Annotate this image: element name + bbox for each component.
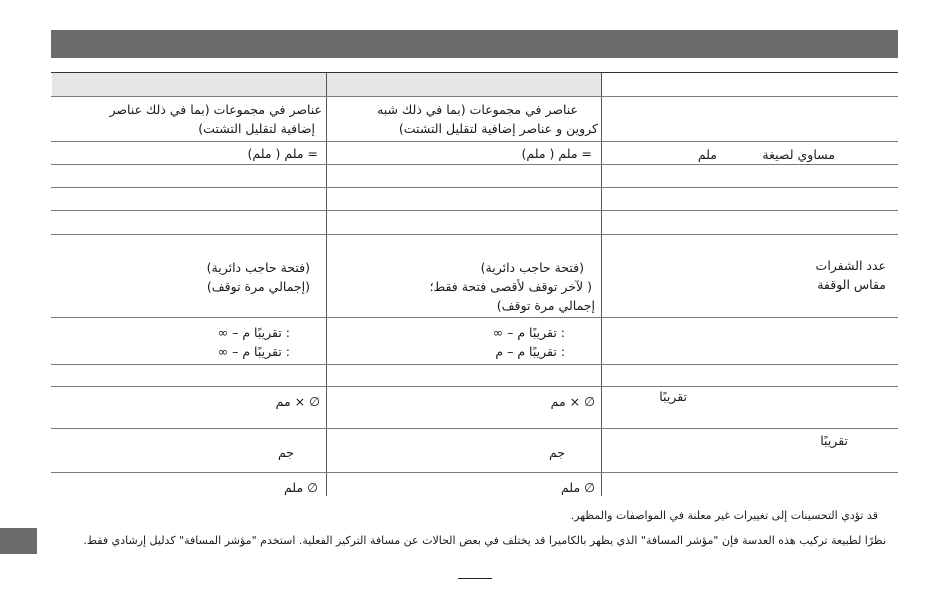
table-cell: (فتحة حاجب دائرية) [206,260,310,275]
row-divider [51,164,898,165]
table-cell: (فتحة حاجب دائرية) [480,260,584,275]
row-label: تقريبًا [659,389,687,404]
row-label: عدد الشفرات [815,258,886,273]
table-cell: : تقريبًا م – ∞ [217,325,290,340]
table-cell: ∅ × مم [275,394,320,409]
section-header-bar [51,30,898,58]
row-divider [51,428,898,429]
footnote: نظرًا لطبيعة تركيب هذه العدسة فإن "مؤشر المسافة" الذي يظهر بالكاميرا قد يختلف في بعض الحالات عن مسافة التركيز الفعلية. استخدم "مؤشر المسافة" كدليل إرشادي فقط. [83,534,886,547]
column-divider [601,73,602,496]
table-cell: : تقريبًا م – ∞ [217,344,290,359]
table-cell: = ملم ( ملم) [247,146,318,161]
table-cell: = ملم ( ملم) [521,146,592,161]
table-cell: كروين و عناصر إضافية لتقليل التشتت) [398,121,598,136]
row-label: مساوي لصيغة [762,147,835,162]
page-edge-tab [0,528,37,554]
table-cell: عناصر في مجموعات (بما في ذلك شبه [377,102,578,117]
table-cell: : تقريبًا م – م [495,344,565,359]
row-divider [51,96,898,97]
row-divider [51,386,898,387]
footnote: قد تؤدي التحسينات إلى تغييرات غير معلنة في المواصفات والمظهر. [570,509,878,522]
table-cell: ∅ × مم [550,394,595,409]
table-cell: جم [548,445,565,460]
table-cell: عناصر في مجموعات (بما في ذلك عناصر [109,102,322,117]
table-cell: ∅ ملم [283,480,318,495]
table-cell: جم [277,445,294,460]
page-number-rule [458,578,492,579]
row-divider [51,317,898,318]
table-cell: (إجمالي مرة توقف) [206,279,310,294]
table-cell: ( لآخر توقف لأقصى فتحة فقط؛ [429,279,592,294]
row-divider [51,210,898,211]
row-label: مقاس الوقفة [817,277,886,292]
table-cell: ∅ ملم [560,480,595,495]
row-divider [51,364,898,365]
table-cell: إضافية لتقليل التشتت) [198,121,315,136]
row-label: ملم [697,147,717,162]
row-divider [51,234,898,235]
row-label: تقريبًا [820,433,848,448]
column-divider [326,73,327,496]
table-cell: إجمالي مرة توقف) [496,298,595,313]
row-divider [51,187,898,188]
row-divider [51,472,898,473]
table-cell: : تقريبًا م – ∞ [492,325,565,340]
row-divider [51,141,898,142]
row-divider [51,72,898,73]
